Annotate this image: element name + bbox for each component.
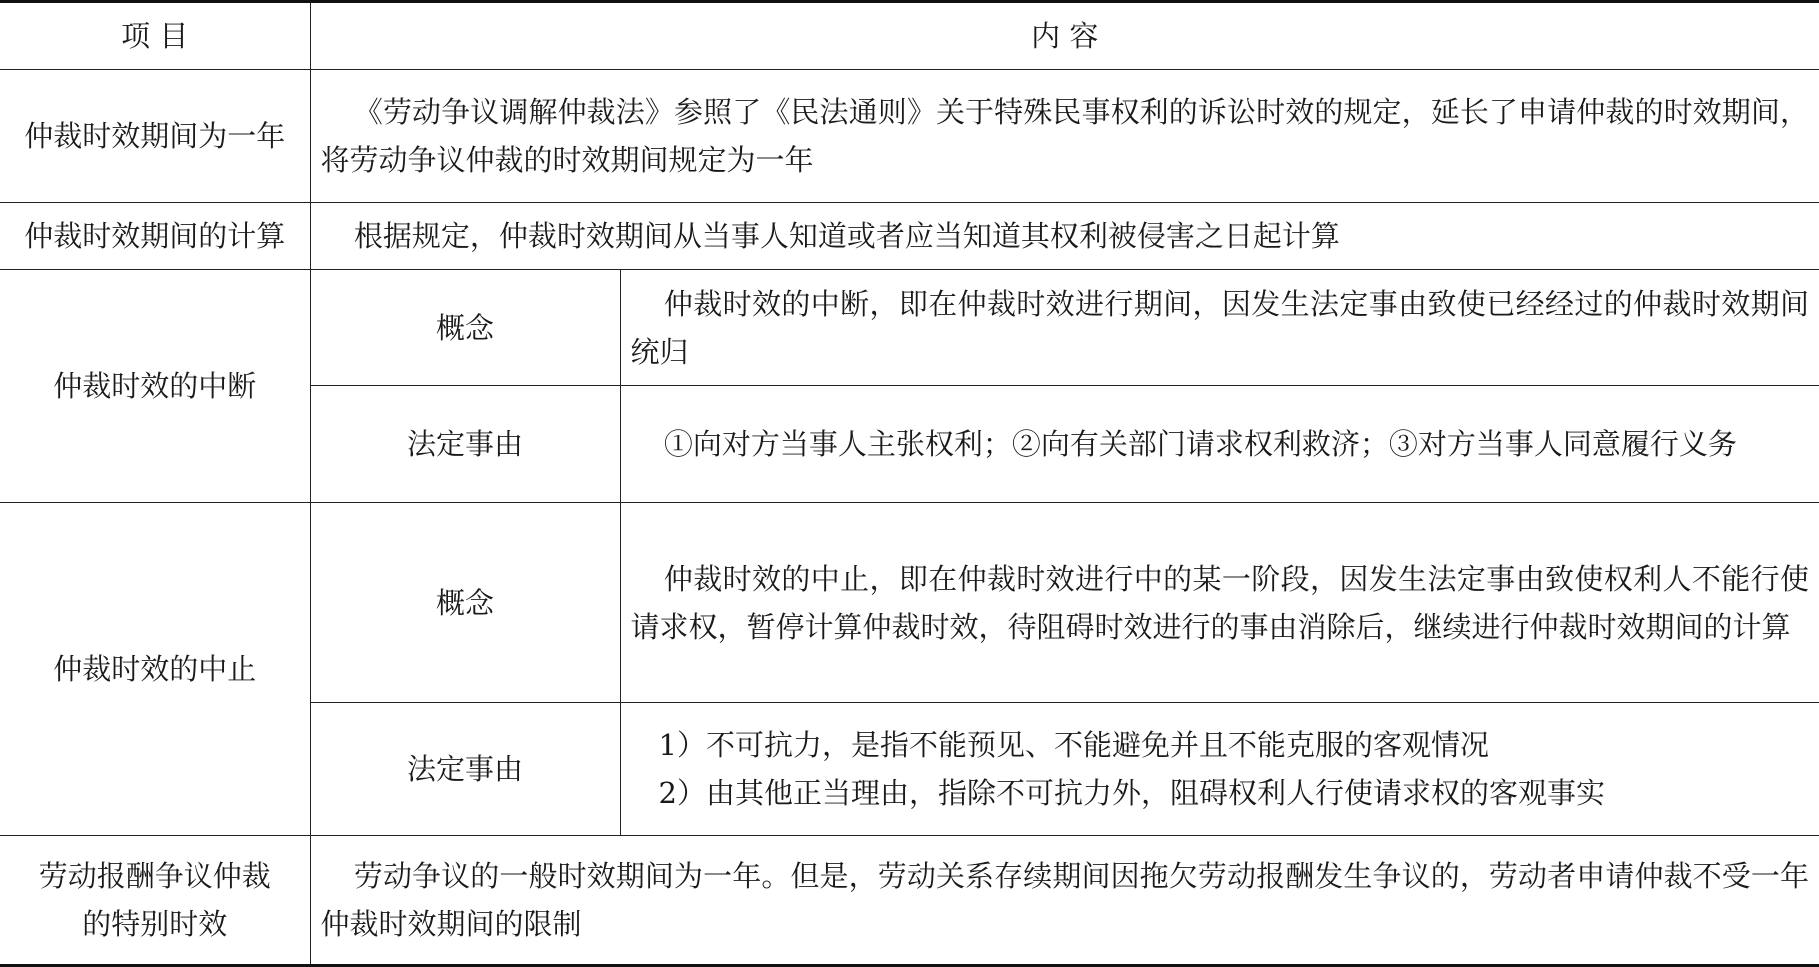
table-row	[0, 270, 1819, 386]
row-item-cell: 仲裁时效期间为一年	[0, 70, 310, 203]
table-header-row	[0, 2, 1819, 70]
row-item-cell	[0, 836, 310, 966]
header-content-label: 内 容	[1031, 19, 1099, 53]
table-row	[0, 503, 1819, 703]
header-item-label: 项 目	[121, 19, 189, 53]
row-item-cell: 仲裁时效的中断	[0, 270, 310, 503]
sub-content-cell: 仲裁时效的中断，即在仲裁时效进行期间，因发生法定事由致使已经经过的仲裁时效期间统归	[620, 270, 1819, 386]
table-row	[0, 836, 1819, 966]
table-row	[0, 70, 1819, 203]
sub-content-cell	[620, 703, 1819, 836]
list-item: 1）不可抗力，是指不能预见、不能避免并且不能克服的客观情况	[658, 728, 1489, 762]
row-content-cell: 劳动争议的一般时效期间为一年。但是，劳动关系存续期间因拖欠劳动报酬发生争议的，劳动者申请仲裁不受一年仲裁时效期间的限制	[310, 836, 1819, 966]
sub-label-cell: 概念	[310, 503, 620, 703]
table-row	[0, 203, 1819, 270]
header-item	[0, 2, 310, 70]
sub-label-cell: 概念	[310, 270, 620, 386]
list-item: 2）由其他正当理由，指除不可抗力外，阻碍权利人行使请求权的客观事实	[658, 776, 1605, 810]
row-content-cell: 《劳动争议调解仲裁法》参照了《民法通则》关于特殊民事权利的诉讼时效的规定，延长了申请仲裁的时效期间，将劳动争议仲裁的时效期间规定为一年	[310, 70, 1819, 203]
sub-content-cell: ①向对方当事人主张权利；②向有关部门请求权利救济；③对方当事人同意履行义务	[620, 386, 1819, 503]
row-item-cell: 仲裁时效的中止	[0, 503, 310, 836]
sub-label-cell: 法定事由	[310, 703, 620, 836]
row-content-cell: 根据规定，仲裁时效期间从当事人知道或者应当知道其权利被侵害之日起计算	[310, 203, 1819, 270]
item-line: 劳动报酬争议仲裁	[38, 859, 271, 893]
item-line: 的特别时效	[82, 907, 228, 941]
header-content	[310, 2, 1819, 70]
sub-content-cell: 仲裁时效的中止，即在仲裁时效进行中的某一阶段，因发生法定事由致使权利人不能行使请求权，暂停计算仲裁时效，待阻碍时效进行的事由消除后，继续进行仲裁时效期间的计算	[620, 503, 1819, 703]
sub-label-cell: 法定事由	[310, 386, 620, 503]
row-item-cell: 仲裁时效期间的计算	[0, 203, 310, 270]
